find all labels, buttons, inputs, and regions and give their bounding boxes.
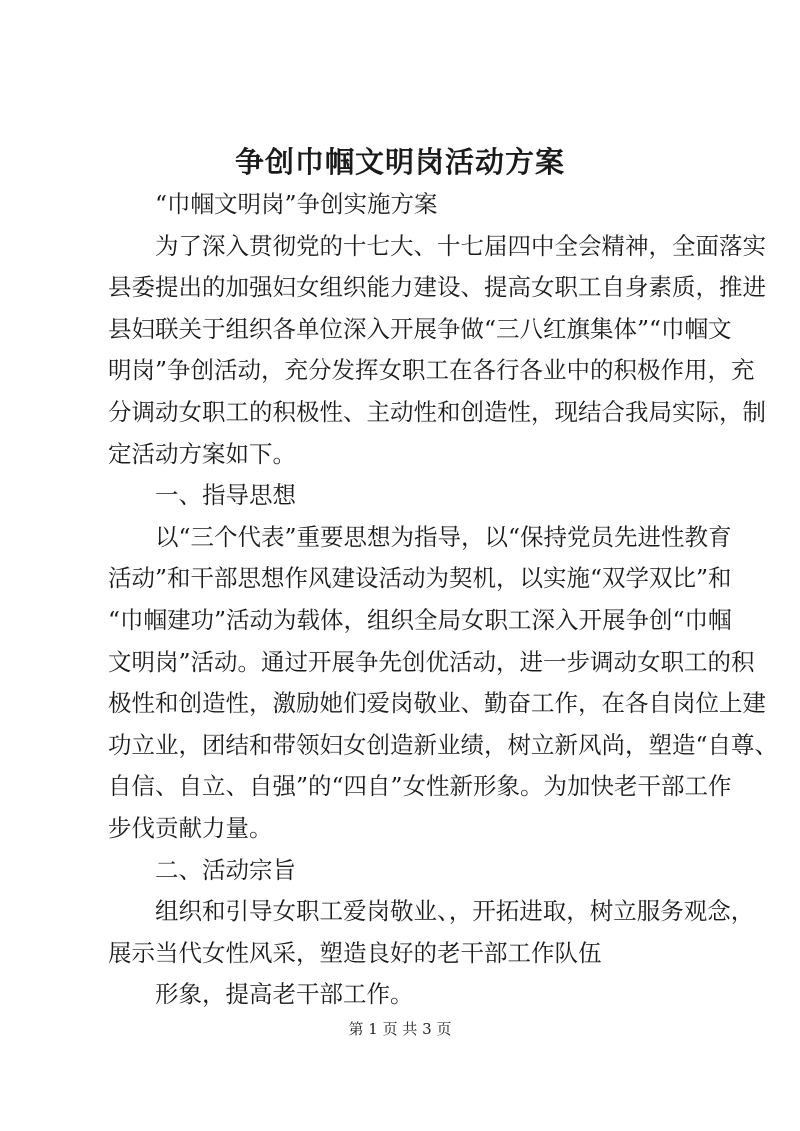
text-line: 县妇联关于组织各单位深入开展争做“三八红旗集体”“巾帼文	[108, 314, 732, 343]
text-line: 分调动女职工的积极性、主动性和创造性，现结合我局实际，制	[108, 397, 766, 426]
text-line: 以“三个代表”重要思想为指导，以“保持党员先进性教育	[155, 522, 732, 551]
text-line: 活动”和干部思想作风建设活动为契机，以实施“双学双比”和	[108, 564, 732, 593]
text-line: 功立业，团结和带领妇女创造新业绩，树立新风尚，塑造“自尊、	[108, 730, 779, 759]
text-line: 为了深入贯彻党的十七大、十七届四中全会精神，全面落实	[155, 231, 766, 260]
text-line: 步伐贡献力量。	[108, 813, 273, 842]
text-line: 定活动方案如下。	[108, 439, 296, 468]
text-line: 形象，提高老干部工作。	[155, 980, 414, 1009]
page-footer: 第 1 页 共 3 页	[348, 1020, 452, 1038]
text-line: 文明岗”活动。通过开展争先创优活动，进一步调动女职工的积	[108, 647, 755, 676]
text-line: 展示当代女性风采，塑造良好的老干部工作队伍	[108, 938, 602, 967]
text-line: “巾帼建功”活动为载体，组织全局女职工深入开展争创“巾帼	[108, 605, 732, 634]
text-line: “巾帼文明岗”争创实施方案	[155, 190, 438, 218]
text-line: 明岗”争创活动，充分发挥女职工在各行各业中的积极作用，充	[108, 356, 755, 385]
text-line: 组织和引导女职工爱岗敬业、，开拓进取，树立服务观念，	[155, 897, 755, 926]
text-line: 自信、自立、自强”的“四自”女性新形象。为加快老干部工作	[108, 772, 732, 801]
text-line: 二、活动宗旨	[155, 855, 296, 884]
text-line: 一、指导思想	[155, 481, 296, 510]
document-body	[108, 184, 779, 1016]
document-title: 争创巾帼文明岗活动方案	[234, 145, 565, 179]
text-line: 极性和创造性，激励她们爱岗敬业、勤奋工作，在各自岗位上建	[108, 689, 766, 718]
text-line: 县委提出的加强妇女组织能力建设、提高女职工自身素质，推进	[108, 273, 766, 302]
